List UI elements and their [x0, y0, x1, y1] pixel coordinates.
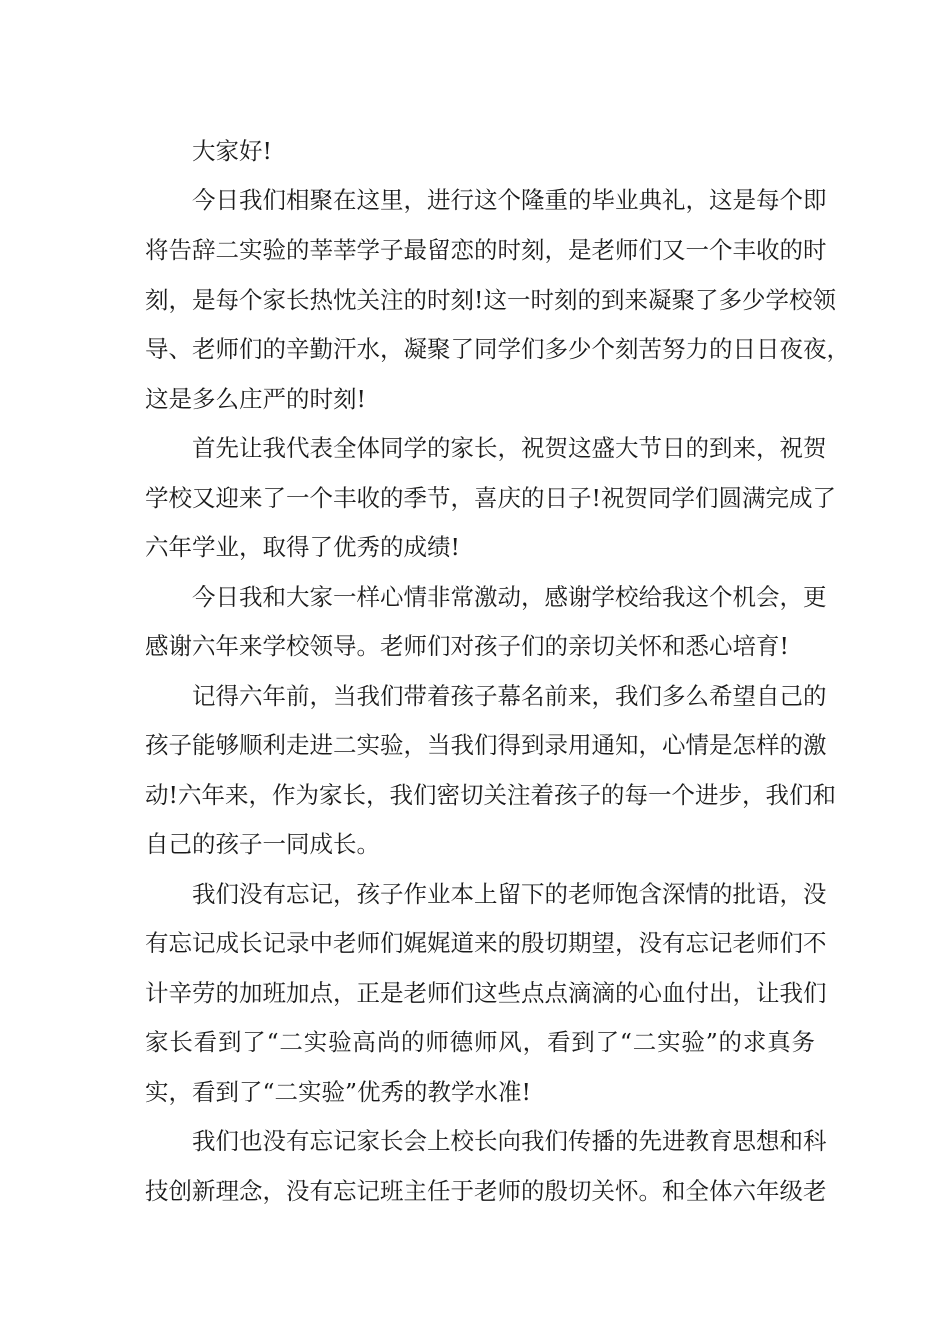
text-line: 今日我和大家一样心情非常激动，感谢学校给我这个机会，更: [192, 583, 827, 611]
text-line: 我们没有忘记，孩子作业本上留下的老师饱含深情的批语，没: [192, 880, 827, 908]
text-line: 动!六年来，作为家长，我们密切关注着孩子的每一个进步，我们和: [145, 781, 836, 809]
text-line: 将告辞二实验的莘莘学子最留恋的时刻，是老师们又一个丰收的时: [145, 236, 827, 264]
text-line: 有忘记成长记录中老师们娓娓道来的殷切期望，没有忘记老师们不: [145, 929, 827, 957]
text-line: 今日我们相聚在这里，进行这个隆重的毕业典礼，这是每个即: [192, 186, 827, 214]
text-line: 刻，是每个家长热忱关注的时刻!这一时刻的到来凝聚了多少学校领: [145, 286, 836, 314]
text-line: 我们也没有忘记家长会上校长向我们传播的先进教育思想和科: [192, 1127, 827, 1155]
text-line: 实，看到了“二实验”优秀的教学水准!: [145, 1078, 531, 1106]
text-line: 首先让我代表全体同学的家长，祝贺这盛大节日的到来，祝贺: [192, 434, 827, 462]
text-line: 六年学业，取得了优秀的成绩!: [145, 533, 460, 561]
text-line: 技创新理念，没有忘记班主任于老师的殷切关怀。和全体六年级老: [145, 1177, 827, 1205]
text-line: 感谢六年来学校领导。老师们对孩子们的亲切关怀和悉心培育!: [145, 632, 789, 660]
text-line: 孩子能够顺利走进二实验，当我们得到录用通知，心情是怎样的激: [145, 731, 827, 759]
text-line: 家长看到了“二实验高尚的师德师风，看到了“二实验”的求真务: [145, 1028, 815, 1056]
text-line: 自己的孩子一同成长。: [145, 830, 380, 858]
text-line: 大家好!: [192, 137, 272, 165]
text-line: 这是多么庄严的时刻!: [145, 385, 366, 413]
text-line: 导、老师们的辛勤汗水，凝聚了同学们多少个刻苦努力的日日夜夜，: [145, 335, 850, 363]
text-line: 记得六年前，当我们带着孩子幕名前来，我们多么希望自己的: [192, 682, 827, 710]
text-line: 学校又迎来了一个丰收的季节，喜庆的日子!祝贺同学们圆满完成了: [145, 484, 836, 512]
text-line: 计辛劳的加班加点，正是老师们这些点点滴滴的心血付出，让我们: [145, 979, 827, 1007]
